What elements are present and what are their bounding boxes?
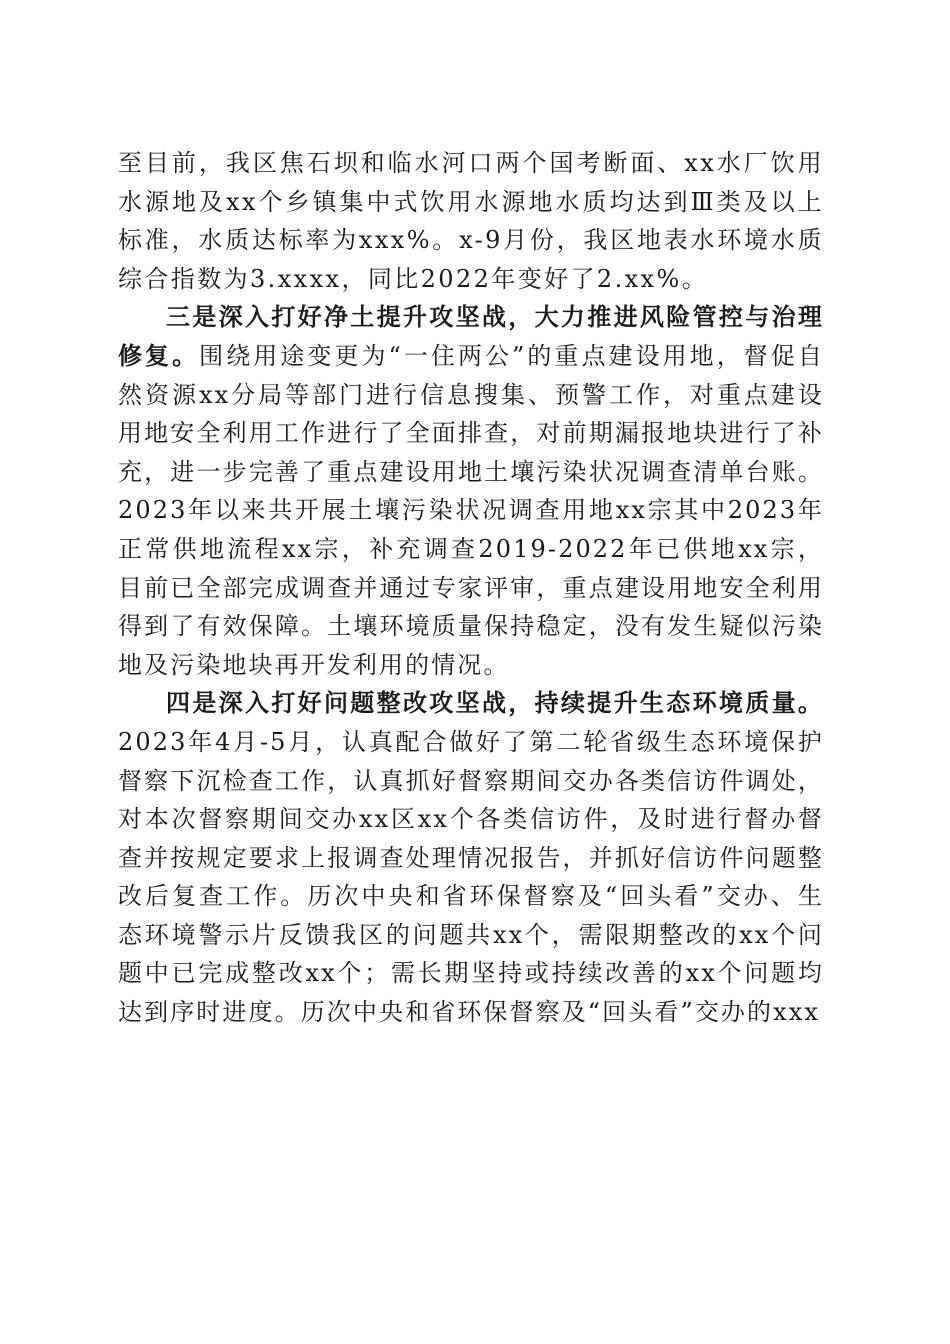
paragraph-issue-rectification <box>118 684 824 1031</box>
paragraph-body: 至目前，我区焦石坝和临水河口两个国考断面、xx水厂饮用水源地及xx个乡镇集中式饮用水源地水质均达到Ⅲ类及以上标准，水质达标率为xxx%。x-9月份，我区地表水环境水质综合指数为3.xxxx，同比2022年变好了2.xx%。 <box>118 149 824 293</box>
paragraph-body: 围绕用途变更为“一住两公”的重点建设用地，督促自然资源xx分局等部门进行信息搜集、预警工作，对重点建设用地安全利用工作进行了全面排查，对前期漏报地块进行了补充，进一步完善了重点建设用地土壤污染状况调查清单台账。2023年以来共开展土壤污染状况调查用地xx宗其中2023年正常供地流程xx宗，补充调查2019-2022年已供地xx宗，目前已全部完成调查并通过专家评审，重点建设用地安全利用得到了有效保障。土壤环境质量保持稳定，没有发生疑似污染地及污染地块再开发利用的情况。 <box>118 341 824 679</box>
paragraph-heading: 四是深入打好问题整改攻坚战，持续提升生态环境质量。 <box>166 688 824 718</box>
paragraph-water-quality <box>118 144 824 298</box>
paragraph-body: 2023年4月-5月，认真配合做好了第二轮省级生态环境保护督察下沉检查工作，认真抓好督察期间交办各类信访件调处，对本次督察期间交办xx区xx个各类信访件，及时进行督办督查并按规定要求上报调查处理情况报告，并抓好信访件问题整改后复查工作。历次中央和省环保督察及“回头看”交办、生态环境警示片反馈我区的问题共xx个，需限期整改的xx个问题中已完成整改xx个；需长期坚持或持续改善的xx个问题均达到序时进度。历次中央和省环保督察及“回头看”交办的xxx <box>118 727 824 1027</box>
paragraph-heading: 三是深入打好净土提升攻坚战，大力推进风险管控与治理修复。 <box>118 302 824 370</box>
document-body <box>118 144 824 1032</box>
paragraph-soil-protection <box>118 298 824 684</box>
